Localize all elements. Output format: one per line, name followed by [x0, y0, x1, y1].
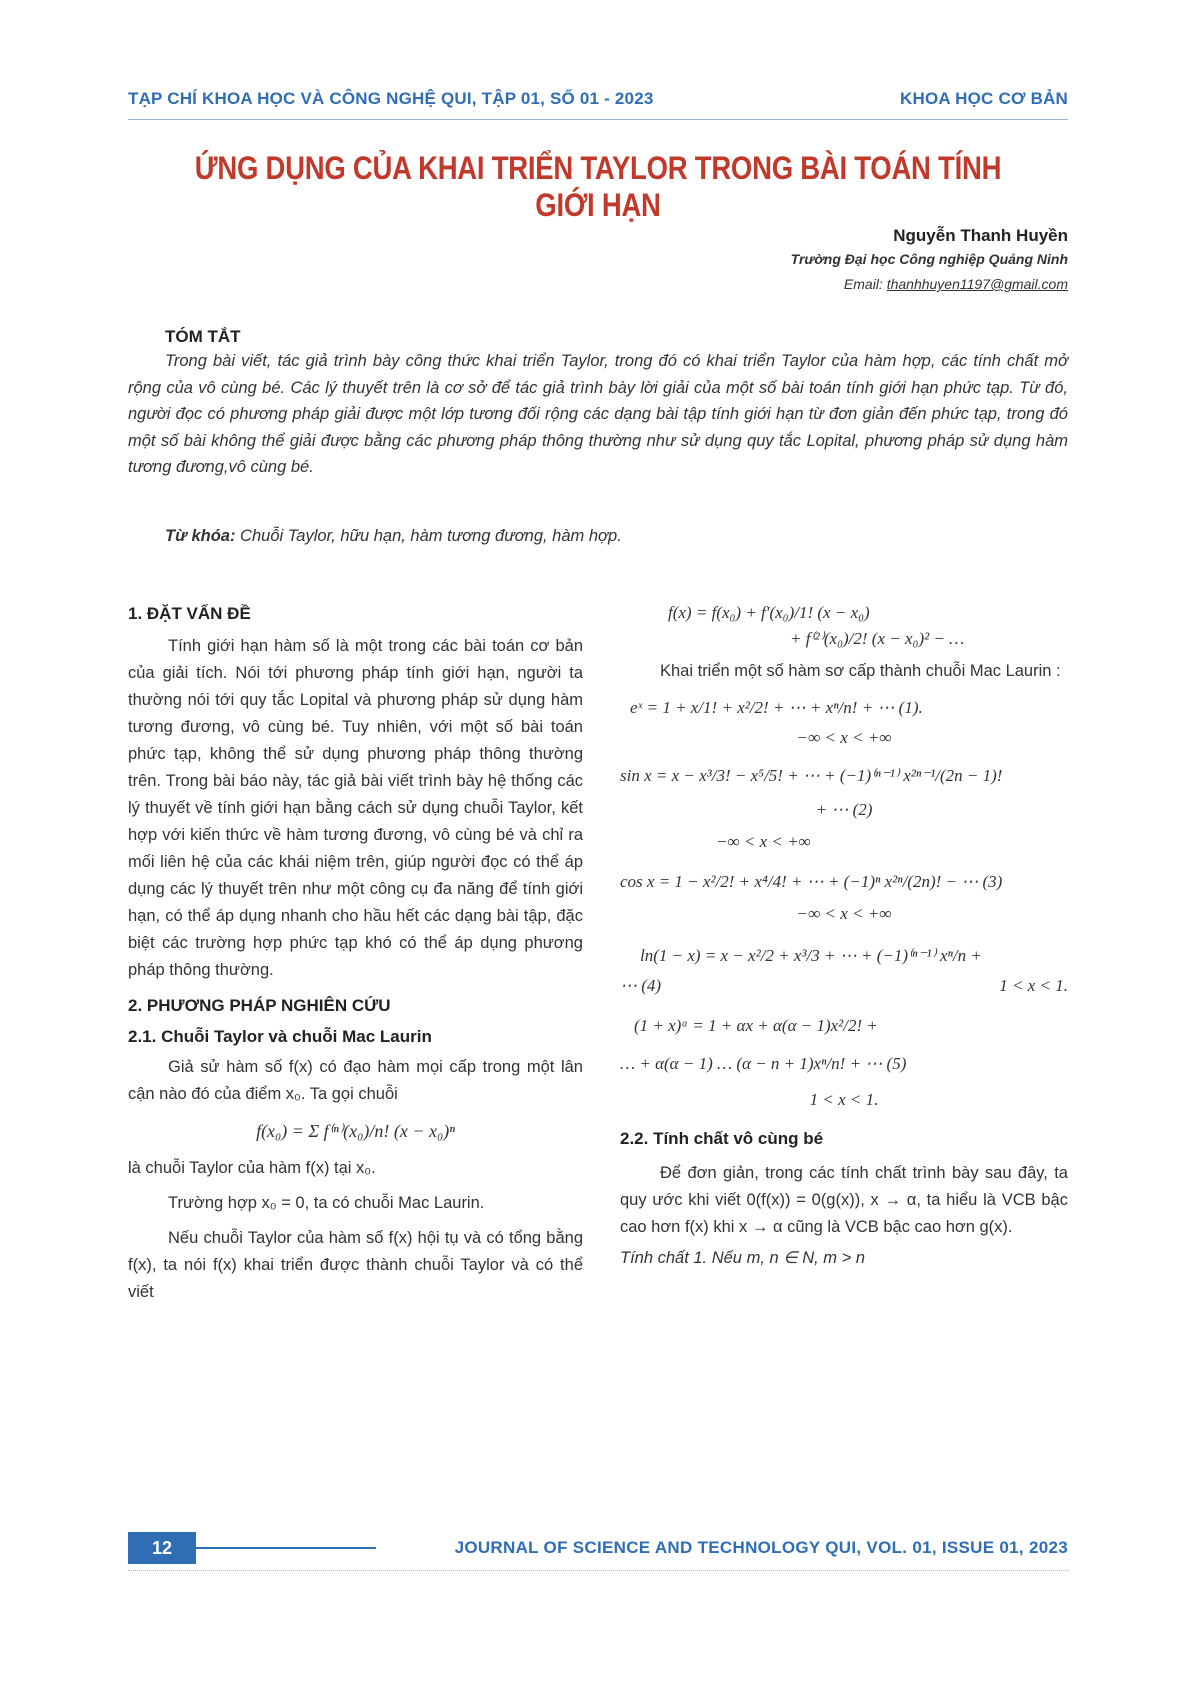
property-1: Tính chất 1. Nếu m, n ∈ N, m > n — [620, 1249, 866, 1267]
email-label: Email: — [843, 276, 883, 292]
left-column — [128, 600, 583, 1306]
section-2-heading: 2. PHƯƠNG PHÁP NGHIÊN CỨU — [128, 996, 391, 1015]
author-affiliation: Trường Đại học Công nghiệp Quảng Ninh — [790, 251, 1068, 267]
page-number: 12 — [128, 1532, 196, 1564]
formula-cos-domain: −∞ < x < +∞ — [796, 904, 892, 923]
journal-footer: JOURNAL OF SCIENCE AND TECHNOLOGY QUI, VOL. 01, ISSUE 01, 2023 — [454, 1538, 1068, 1557]
section-2-1-heading: 2.1. Chuỗi Taylor và chuỗi Mac Laurin — [128, 1027, 432, 1046]
mac-laurin-case: Trường hợp x₀ = 0, ta có chuỗi Mac Laurin. — [168, 1194, 485, 1212]
formula-exp: eˣ = 1 + x/1! + x²/2! + ⋯ + xⁿ/n! + ⋯ (1). — [630, 698, 923, 717]
section-label: KHOA HỌC CƠ BẢN — [900, 89, 1068, 108]
formula-binomial-domain: 1 < x < 1. — [809, 1090, 879, 1109]
formula-exp-domain: −∞ < x < +∞ — [796, 728, 892, 747]
abstract-body: Trong bài viết, tác giả trình bày công thức khai triển Taylor, trong đó có khai triển Taylor của hàm hợp, các tính chất mở rộng của vô cùng bé. Các lý thuyết trên là cơ sở để tác giả trình bày lời giải của một số bài toán tính giới hạn phức tạp. Từ đó, người đọc có phương pháp giải được một lớp tương đối rộng các dạng bài tập tính giới hạn từ đơn giản đến phức tạp, trong đó một số bài không thể giải được bằng các phương pháp thông thường như sử dụng quy tắc Lopital, phương pháp sử dụng hàm tương đương,vô cùng bé. — [128, 352, 1068, 476]
keywords-text: Chuỗi Taylor, hữu hạn, hàm tương đương, hàm hợp. — [240, 527, 622, 545]
convergence-text: Nếu chuỗi Taylor của hàm số f(x) hội tụ và có tổng bằng f(x), ta nói f(x) khai triển được thành chuỗi Taylor và có thể viết — [128, 1229, 583, 1301]
abstract-heading: TÓM TẮT — [165, 327, 241, 346]
taylor-series-formula: f(x₀) = Σ f⁽ⁿ⁾(x₀)/n! (x − x₀)ⁿ — [256, 1121, 455, 1141]
right-column — [620, 600, 1068, 1272]
footer-divider — [128, 1570, 1068, 1572]
vcb-convention: Để đơn giản, trong các tính chất trình bày sau đây, ta quy ước khi viết 0(f(x)) = 0(g(x)), x → α, ta hiểu là VCB bậc cao hơn f(x) khi x → α cũng là VCB bậc cao hơn g(x). — [620, 1164, 1068, 1236]
author-email-line — [844, 276, 1068, 292]
formula-sin-domain: −∞ < x < +∞ — [716, 832, 811, 851]
formula-ln: ln(1 − x) = x − x²/2 + x³/3 + ⋯ + (−1)⁽ⁿ⁻¹⁾ xⁿ/n + — [640, 946, 982, 965]
journal-header: TẠP CHÍ KHOA HỌC VÀ CÔNG NGHỆ QUI, TẬP 01, SỐ 01 - 2023 — [128, 89, 654, 108]
email-link[interactable]: thanhhuyen1197@gmail.com — [886, 276, 1068, 292]
formula-binomial: (1 + x)ᵅ = 1 + αx + α(α − 1)x²/2! + — [634, 1016, 878, 1035]
taylor-expansion-line-2: + f⁽²⁾(x₀)/2! (x − x₀)² − … — [790, 629, 965, 648]
formula-binomial-tail: … + α(α − 1) … (α − n + 1)xⁿ/n! + ⋯ (5) — [620, 1054, 907, 1073]
keywords-label: Từ khóa: — [165, 527, 236, 545]
formula-sin: sin x = x − x³/3! − x⁵/5! + ⋯ + (−1)⁽ⁿ⁻¹⁾ x²ⁿ⁻¹/(2n − 1)! — [620, 766, 1003, 785]
mac-laurin-intro: Khai triển một số hàm sơ cấp thành chuỗi Mac Laurin : — [660, 662, 1061, 680]
formula-ln-tail: ⋯ (4) — [620, 976, 662, 995]
taylor-expansion-line-1: f(x) = f(x₀) + f′(x₀)/1! (x − x₀) — [668, 603, 870, 622]
section-1-heading: 1. ĐẶT VẤN ĐỀ — [128, 604, 251, 623]
formula-cos: cos x = 1 − x²/2! + x⁴/4! + ⋯ + (−1)ⁿ x²ⁿ/(2n)! − ⋯ (3) — [620, 872, 1003, 891]
formula-sin-tail: + ⋯ (2) — [815, 800, 873, 819]
keywords-line — [128, 527, 1068, 546]
footer-rule — [196, 1547, 376, 1549]
formula-ln-tail-row — [620, 973, 1068, 999]
section-2-2-heading: 2.2. Tính chất vô cùng bé — [620, 1129, 824, 1148]
paper-title: ỨNG DỤNG CỦA KHAI TRIỂN TAYLOR TRONG BÀI TOÁN TÍNH GIỚI HẠN — [194, 150, 1002, 223]
formula-ln-domain: 1 < x < 1. — [999, 976, 1068, 995]
author-name: Nguyễn Thanh Huyền — [893, 226, 1068, 245]
header-rule — [128, 119, 1068, 120]
taylor-definition: là chuỗi Taylor của hàm f(x) tại x₀. — [128, 1159, 376, 1177]
section-1-body: Tính giới hạn hàm số là một trong các bài toán cơ bản của giải tích. Nói tới phương pháp tính giới hạn, người ta thường nói tới quy tắc Lopital và phương pháp sử dụng hàm tương đương, vô cùng bé. Tuy nhiên, với một số bài toán phức tạp, không thể sử dụng phương pháp thông thường trên. Trong bài báo này, tác giả bài viết trình bày hệ thống các lý thuyết về tính giới hạn bằng cách sử dụng chuỗi Taylor, kết hợp với kiến thức về hàm tương đương, vô cùng bé và chỉ ra mối liên hệ của các khái niệm trên, giúp người đọc có thể áp dụng các lý thuyết trên như một công cụ đa năng để tính giới hạn, có thể áp dụng nhanh cho hầu hết các dạng bài tập, đặc biệt các trường hợp phức tạp khó có thể áp dụng phương pháp thông thường. — [128, 637, 583, 979]
taylor-intro: Giả sử hàm số f(x) có đạo hàm mọi cấp trong một lân cận nào đó của điểm x₀. Ta gọi chuỗi — [128, 1058, 583, 1103]
